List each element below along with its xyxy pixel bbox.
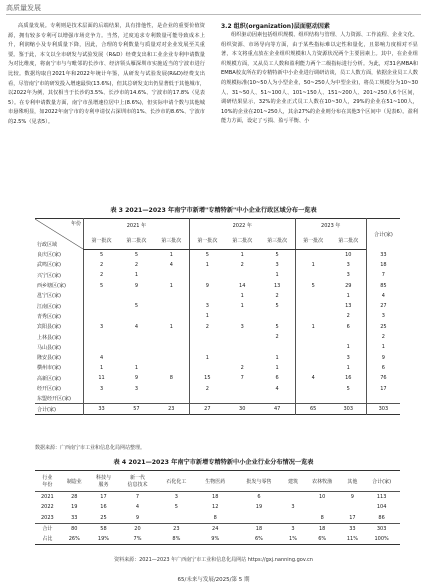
table3-corner-cell [35,219,84,250]
table4-value-cell: 9 [135,514,140,521]
table3-total-cell: 303 [366,404,400,414]
table4-value-cell: 19 [71,504,78,511]
table3-value-cell [225,352,260,362]
table3-value-cell: 13 [273,282,281,289]
table4-value-cell: 80 [60,523,89,534]
table3-total-cell: 9 [366,352,400,362]
table4-header-cell: 其他 [342,471,364,492]
table3-region-cell: 马山县(家) [37,344,61,351]
table3-value-cell [84,301,120,311]
table3-row [35,394,400,404]
table4-value-cell: 17 [349,514,356,521]
table3-region-cell: 高新区(家) [37,375,61,382]
table3-total-cell: 1 [366,342,400,352]
table3-value-cell: 1 [346,364,350,371]
table4-year-cell: 2022 [41,504,54,511]
table3-year-header: 2021 年 [84,219,190,232]
table3-value-cell [154,363,190,373]
table3-region-cell: 隆安县(家) [37,355,61,362]
table3-region-cell: 西乡塘区(家) [37,283,66,290]
table3-total-cell: 27 [366,301,400,311]
table3-value-cell: 65 [295,404,331,414]
table4-value-cell: 18 [235,523,284,534]
table3-region-cell: 合计(家) [35,404,84,414]
table3-total-cell: 25 [366,322,400,332]
table3-value-cell: 1 [275,354,279,361]
table3-value-cell [260,394,296,404]
table3-value-cell: 2 [240,364,244,371]
table3-value-cell: 1 [346,292,350,299]
table3-value-cell: 1 [189,260,225,270]
table4-value-cell: 113 [376,494,387,500]
table3-value-cell [225,311,260,321]
table3-value-cell: 2 [240,261,244,268]
table3-value-cell: 5 [134,303,138,310]
table3-value-cell [119,394,154,404]
table4-value-cell: 86 [378,514,385,521]
table3-total-cell: 2 [366,332,400,342]
table3-value-cell [119,342,154,352]
table4-year-cell: 占比 [42,536,53,542]
table3-total-cell: 33 [366,250,400,260]
table4-year-cell: 2021 [41,494,54,500]
table4-value-cell: 12 [212,504,219,511]
table3-value-cell [154,291,190,301]
table3-total-cell: 17 [366,383,400,393]
table4-value-cell: 8 [320,514,324,521]
left-column [8,22,205,128]
table4-row [35,523,400,534]
running-header-title: 高质量发展 [6,4,41,12]
table4-value-cell: 26% [68,535,80,542]
table4-value-cell: 17 [100,494,107,500]
table3-value-cell: 1 [169,251,173,258]
table3-value-cell: 1 [134,364,138,371]
table3-value-cell: 9 [134,282,138,289]
table3-value-cell: 2 [134,261,138,268]
table3-value-cell: 5 [134,251,138,258]
table3-value-cell [295,311,331,321]
table4-value-cell [342,502,364,513]
table3-value-cell: 3 [346,354,350,361]
table4-value-cell: 8 [213,514,217,521]
table3-year-header: 2023 年 [295,219,366,232]
table3-region-cell: 江南区(家) [37,303,61,310]
table4-year-cell: 合计 [35,523,60,534]
table3-value-cell: 29 [345,282,352,289]
table3-total-header: 合计(家) [366,219,400,250]
table3-value-cell: 5 [84,280,120,290]
table4-header-cell: 石化化工 [157,471,196,492]
table3-value-cell: 16 [345,375,352,382]
table3-value-cell: 5 [189,250,225,260]
table3-value-cell [154,301,190,311]
table3-value-cell: 4 [169,261,173,268]
table3-batch-header: 第一批次 [84,231,120,250]
table4-value-cell: 303 [363,523,400,534]
table4-header-cell: 行业 年份 [35,471,60,492]
table4-value-cell: 23 [157,523,196,534]
table3-value-cell: 10 [345,251,352,258]
table3-batch-header: 第二批次 [119,231,154,250]
table4-source: 资料来源：2021—2023 年广西南宁市工业和信息化局网站 https://gxj.nanning.gov.cn [114,557,313,563]
table4-header-cell: 生物医药 [196,471,235,492]
table3-value-cell: 2 [189,322,225,332]
table3-value-cell: 14 [239,282,246,289]
table4-value-cell: 33 [342,523,364,534]
table3-value-cell: 303 [331,404,367,414]
table4-value-cell: 5 [174,504,178,511]
table3-value-cell [84,342,120,352]
table4-value-cell: 104 [376,504,387,511]
table3-region-cell: 宾阳县(家) [37,324,61,331]
table4-row [35,534,400,545]
table3-row [35,250,400,260]
table4-year-cell: 2023 [41,514,54,521]
section-title: 3.2 组织(organization)层面驱动因素 [221,23,330,30]
table3-value-cell [260,342,296,352]
table3-value-cell: 9 [134,375,138,382]
table4-value-cell: 33 [71,514,78,521]
table3-value-cell: 30 [225,404,260,414]
table4-header-cell: 农林牧渔 [303,471,342,492]
table3-total-cell: 3 [366,311,400,321]
table3-value-cell: 1 [295,260,331,270]
table3-region-cell: 青秀区(家) [37,313,61,320]
table3-region-cell: 邕宁区(家) [37,293,61,300]
table3-region-cell: 经开区(家) [37,386,61,392]
table3-value-cell [154,342,190,352]
table3-value-cell: 3 [84,322,120,332]
table3-corner-top: 年份 [70,221,81,227]
table3-value-cell [295,394,331,404]
table3-value-cell: 1 [275,364,279,371]
table4-row [35,502,400,513]
table4-row [35,492,400,503]
table3-year-header: 2022 年 [189,219,295,232]
table3-value-cell [295,250,331,260]
right-paragraph: 组织驱动因素包括组织规模、组织结构与管理、人力资源、工作流程、企业文化、组织资源、市场导向等方面，由于某些指标难以定性和量化，且影响力度相对不显著，本文将重点放在企业组织规模和人力资源状况两个主要因素上。其中，在企业组织规模方面，又从员工人数和盈利能力两个二级指标进行分析。为此，对31名MBA和EMBA校友所在的专精特新中小企业进行调研访谈，员工人数方面，依据企业员工人数的规模标准(10~50人为小型企业，50~250人为中型企业)，将员工规模分为10~30人、31~50人、51~100人、101~150人、151~200人、201~250人6个区间，调研结果显示，32%的企业正式员工人数在10~30人，29%的企业在51~100人，10%的企业在201~250人，其余27%的企业则分布在其他3个区间中（见表6）。盈利能力方面，设定了亏损、盈亏平衡、小 [221,32,418,125]
table3-value-cell: 1 [134,272,138,279]
table3-value-cell [189,291,225,301]
table4-header-cell: 制造业 [60,471,89,492]
table3-value-cell: 1 [240,303,244,310]
table3-value-cell: 3 [275,261,279,268]
table3-value-cell [225,394,260,404]
table4-value-cell: 18 [303,523,342,534]
table3-row [35,270,400,280]
table3-value-cell: 3 [84,383,120,393]
table4-value-cell: 8% [172,535,181,542]
table4-caption: 表 4 2021—2023 年南宁市新增专精特新中小企业行业分布情况一览表 [113,459,314,466]
right-column [221,22,418,127]
table3-value-cell: 1 [189,311,225,321]
table3-row [35,291,400,301]
table3-batch-header: 第三批次 [154,231,190,250]
table3-value-cell: 11 [84,373,120,383]
table3-value-cell: 1 [346,344,350,351]
table3-batch-header: 第二批次 [331,231,367,250]
table3-value-cell [119,332,154,342]
table3-row [35,260,400,270]
table3-total-cell: 4 [366,291,400,301]
table3-value-cell [84,394,120,404]
table3-total-cell: 18 [366,260,400,270]
table3-value-cell: 33 [84,404,120,414]
table4-value-cell [235,513,284,524]
table3-note: 数据来源：广西南宁市工业和信息化局网站整理。 [35,445,146,451]
table3-value-cell: 4 [295,373,331,383]
table3-value-cell: 15 [189,373,225,383]
table3-value-cell: 9 [189,280,225,290]
table3-value-cell: 1 [240,292,244,299]
table3-value-cell: 5 [275,303,279,310]
table3-value-cell [260,311,296,321]
left-paragraph: 高质量发展。专利则是技术层面的后端结果，具有排他性，是企业的重要价值资源，拥有较多专利可以增强市场竞争力。当然，过度追求专利数量可能导致成本上升，利润缩小及专利质量下降，因此，合理的专利数量与质量对对企业发展至关重要。鉴于此，本文以全市研发与试验发展（R&D）经费支出和工业企业专利申请数量为对比维度，将南宁市与与毗邻的长沙市、经济领头雁深圳市实施适当的宁波市进行比较。数据均取自2021年和2022年统计年鉴，从研发与试验发展(R&D)经费支出看，尽管南宁市的研发投入增速最快(13.6%)，但其总研发支出仍显著低于其他城市，以2022年为例，其仅相当于长沙的3.5%、长沙市的14.6%、宁波市的17.8%（见表5）。在专利申请数量方面，南宁市虽增速位居中上(8.6%)，但实际申请个数与其他城市悬殊明显，如2022年南宁市的专利申请仅占深圳市的1%、长沙市的8.6%、宁波市的2.5%（见表5）。 [8,23,205,125]
table3-value-cell: 4 [84,352,120,362]
table3-row [35,322,400,332]
table3-value-cell: 5 [346,385,350,392]
table4-value-cell: 19% [97,535,110,542]
table3-value-cell: 3 [240,323,244,330]
table3-value-cell [154,270,190,280]
table3-region-cell: 横州市(家) [37,365,61,372]
table3-value-cell: 23 [154,404,190,414]
table3-value-cell [295,270,331,280]
table3-value-cell: 13 [345,303,352,310]
table3-value-cell: 1 [295,322,331,332]
table3-row [35,332,400,342]
table3-value-cell [154,383,190,393]
table3-value-cell [225,332,260,342]
table3-value-cell: 5 [84,250,120,260]
table3-value-cell [331,332,367,342]
table4-value-cell: 28 [71,494,78,500]
table4-value-cell: 58 [89,523,118,534]
table4-value-cell: 100% [374,535,389,542]
running-header [0,0,427,16]
table4-value-cell: 19 [255,504,263,511]
table3-total-cell: 6 [366,363,400,373]
table3-batch-header: 第三批次 [260,231,296,250]
table3-value-cell: 1 [84,363,120,373]
table4-value-cell: 1% [289,535,297,542]
table3-value-cell [189,342,225,352]
table3-row [35,301,400,311]
table3-value-cell [189,270,225,280]
table3-region-cell: 良庆区(家) [37,252,61,259]
table3-value-cell [119,352,154,362]
table4-value-cell: 20 [118,523,157,534]
table3-sum-row [35,404,400,414]
table3-corner-bottom: 行政区域 [37,241,58,248]
table4-header-cell: 合计(家) [363,471,400,492]
table3-value-cell: 2 [189,383,225,393]
table4-value-cell [303,502,342,513]
table3-value-cell [189,363,225,373]
table3-value-cell [119,311,154,321]
table3-value-cell [154,394,190,404]
table3-value-cell: 2 [84,270,120,280]
table3-value-cell: 6 [275,375,279,382]
table3-value-cell: 3 [346,272,350,279]
table3-value-cell [84,332,120,342]
table3-value-cell: 5 [295,280,331,290]
table3-value-cell [295,342,331,352]
table4-header-cell: 建筑 [283,471,302,492]
table3-row [35,352,400,362]
table3-value-cell: 5 [275,251,279,258]
table3-row [35,311,400,321]
table4-value-cell [283,513,302,524]
table4-value-cell: 3 [174,494,178,500]
table3-region-cell: 上林县(家) [37,334,61,341]
page-footer: 65/未来与发展/2025/第 5 期 [177,577,250,583]
table3-total-cell [366,394,400,404]
table4-value-cell: 24 [196,523,235,534]
table3-value-cell: 8 [169,375,173,382]
table3-value-cell: 57 [119,404,154,414]
table3-region-cell: 兴宁区(家) [37,272,61,279]
table3-value-cell: 5 [275,323,279,330]
table3-value-cell: 47 [260,404,296,414]
table3-value-cell [295,301,331,311]
table3-total-cell: 76 [366,373,400,383]
table3-value-cell [154,352,190,362]
table3-value-cell [295,363,331,373]
table3-value-cell [154,311,190,321]
table3-value-cell [225,383,260,393]
table3-row [35,373,400,383]
table4-header-cell: 批发与零售 [235,471,284,492]
table3-value-cell: 3 [134,385,138,392]
table3-value-cell: 3 [346,261,350,268]
table4-value-cell: 7% [133,535,142,542]
header-rule [6,14,421,15]
table3-value-cell: 7 [240,375,244,382]
table3-value-cell [84,311,120,321]
table4-value-cell: 10 [318,494,326,500]
table3-value-cell [189,332,225,342]
table3-batch-header: 第一批次 [189,231,225,250]
table3-total-cell: 85 [366,280,400,290]
table4-value-cell: 16 [100,504,107,511]
table4-value-cell: 9 [350,494,354,500]
table4-row [35,513,400,524]
table3-batch-header: 第二批次 [225,231,260,250]
table3-total-cell: 7 [366,270,400,280]
table4-header-cell: 科技与 服务 [89,471,118,492]
table3-value-cell [295,383,331,393]
table3-value-cell: 3 [189,301,225,311]
table4-value-cell [283,492,302,503]
table3-value-cell [154,332,190,342]
table3-value-cell: 1 [189,352,225,362]
table3-row [35,383,400,393]
table4-value-cell: 4 [135,504,140,511]
table3-value-cell: 4 [134,323,138,330]
table3-value-cell: 4 [275,385,279,392]
table4-value-cell: 25 [100,514,107,521]
table3-value-cell [295,352,331,362]
table3-value-cell [225,342,260,352]
table4-value-cell: 6% [255,535,263,542]
table3-value-cell: 2 [346,313,350,320]
table4-value-cell [157,513,196,524]
table3-value-cell [295,291,331,301]
table4 [35,470,400,545]
table4-value-cell: 3 [283,523,302,534]
table3-value-cell [331,394,367,404]
table3-region-cell: 东盟经开区(家) [37,396,71,403]
table3-row [35,363,400,373]
table3-region-cell: 武鸣区(家) [37,262,61,269]
table3-value-cell: 2 [84,260,120,270]
table4-value-cell: 9% [211,535,220,542]
table3-value-cell: 2 [275,292,279,299]
table3-value-cell [189,394,225,404]
table4-header-cell: 新一代 信息技术 [118,471,157,492]
table3-value-cell: 1 [240,251,244,258]
table4-value-cell: 18 [212,494,219,500]
table3-value-cell: 2 [275,334,279,341]
table4-value-cell: 6 [257,494,261,500]
table3-value-cell: 6 [346,323,350,330]
table3-value-cell [84,291,120,301]
table3-value-cell [225,270,260,280]
table3 [35,218,400,415]
table3-row [35,342,400,352]
table3-batch-header: 第一批次 [295,231,331,250]
table3-value-cell: 27 [189,404,225,414]
table3-value-cell: 1 [169,323,173,330]
table3-row [35,280,400,290]
table3-value-cell [295,332,331,342]
table3-value-cell [119,291,154,301]
table4-value-cell: 3 [291,504,295,511]
table3-caption: 表 3 2021—2023 年南宁市新增"专精特新"中小企业行政区域分布一览表 [110,207,317,214]
table3-value-cell: 1 [169,282,173,289]
table3-value-cell: 1 [275,272,279,279]
table4-value-cell: 6% [318,535,327,542]
table4-value-cell: 11% [346,535,358,542]
table4-value-cell: 7 [135,494,140,500]
